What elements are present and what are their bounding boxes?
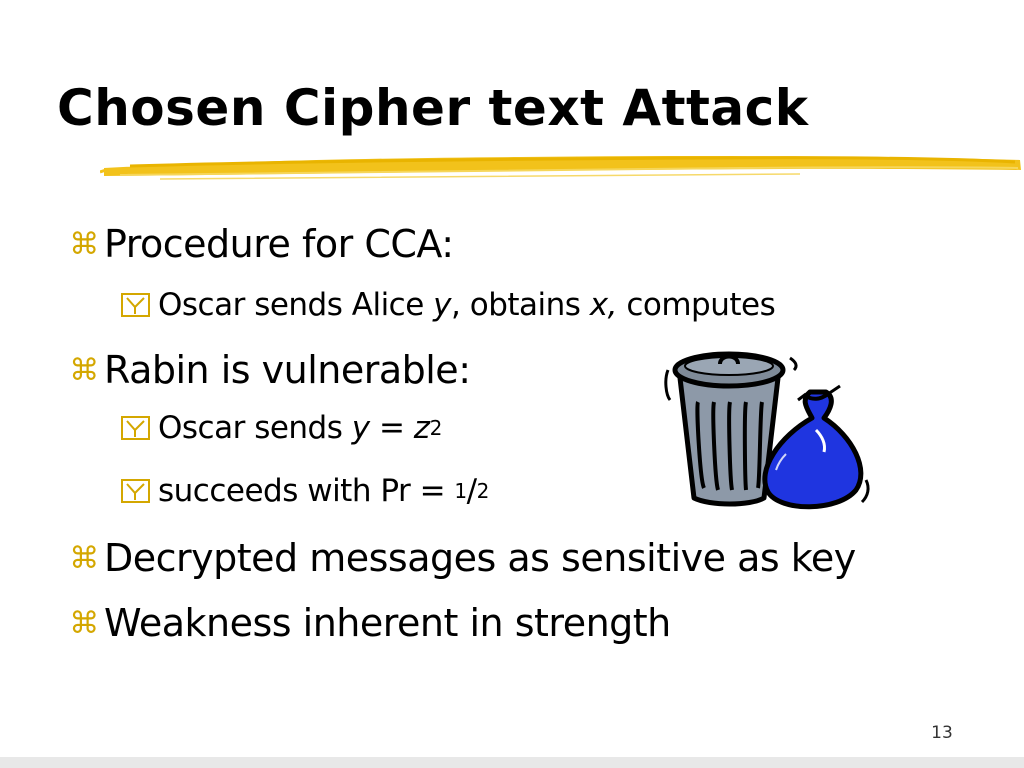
subbullet-prefix: succeeds with Pr =: [158, 473, 455, 509]
fraction-slash: /: [466, 473, 477, 509]
bullet-decrypted-messages: [66, 536, 856, 580]
checkbox-y-icon: [120, 477, 156, 505]
var-y: y: [433, 287, 452, 323]
equals-sign: =: [369, 410, 414, 446]
page-number: 13: [931, 723, 953, 743]
subbullet-prefix: Oscar sends: [158, 410, 352, 446]
subbullet-oscar-sends-alice: [120, 287, 775, 323]
subbullet-succeeds-with: succeeds with Pr = 1 / 2: [120, 473, 489, 509]
command-key-icon: ⌘: [69, 605, 99, 641]
trash-can-with-bag-icon: [660, 340, 875, 520]
title-underline-brush: [100, 146, 1024, 186]
var-z: z: [413, 410, 430, 446]
subbullet-prefix: Oscar sends Alice: [158, 287, 434, 323]
var-x: x,: [589, 287, 617, 323]
checkbox-y-icon: [120, 291, 156, 319]
bullet-text: Rabin is vulnerable:: [104, 348, 471, 392]
bullet-text: Procedure for CCA:: [104, 222, 454, 266]
bullet-procedure: [66, 222, 454, 266]
subbullet-suffix: computes: [617, 287, 776, 323]
command-key-icon: ⌘: [69, 540, 99, 576]
bullet-text: Decrypted messages as sensitive as key: [104, 536, 856, 580]
command-key-icon: ⌘: [69, 226, 99, 262]
subbullet-middle: , obtains: [451, 287, 590, 323]
checkbox-y-icon: [120, 414, 156, 442]
slide-title: Chosen Cipher text Attack: [57, 79, 809, 137]
bullet-rabin-vulnerable: [66, 348, 471, 392]
subbullet-oscar-sends-y: Oscar sends y = z 2: [120, 410, 442, 446]
slide-bottom-edge: [0, 757, 1024, 768]
command-key-icon: ⌘: [69, 352, 99, 388]
var-y: y: [351, 410, 370, 446]
bullet-weakness: [66, 601, 671, 645]
bullet-text: Weakness inherent in strength: [104, 601, 671, 645]
